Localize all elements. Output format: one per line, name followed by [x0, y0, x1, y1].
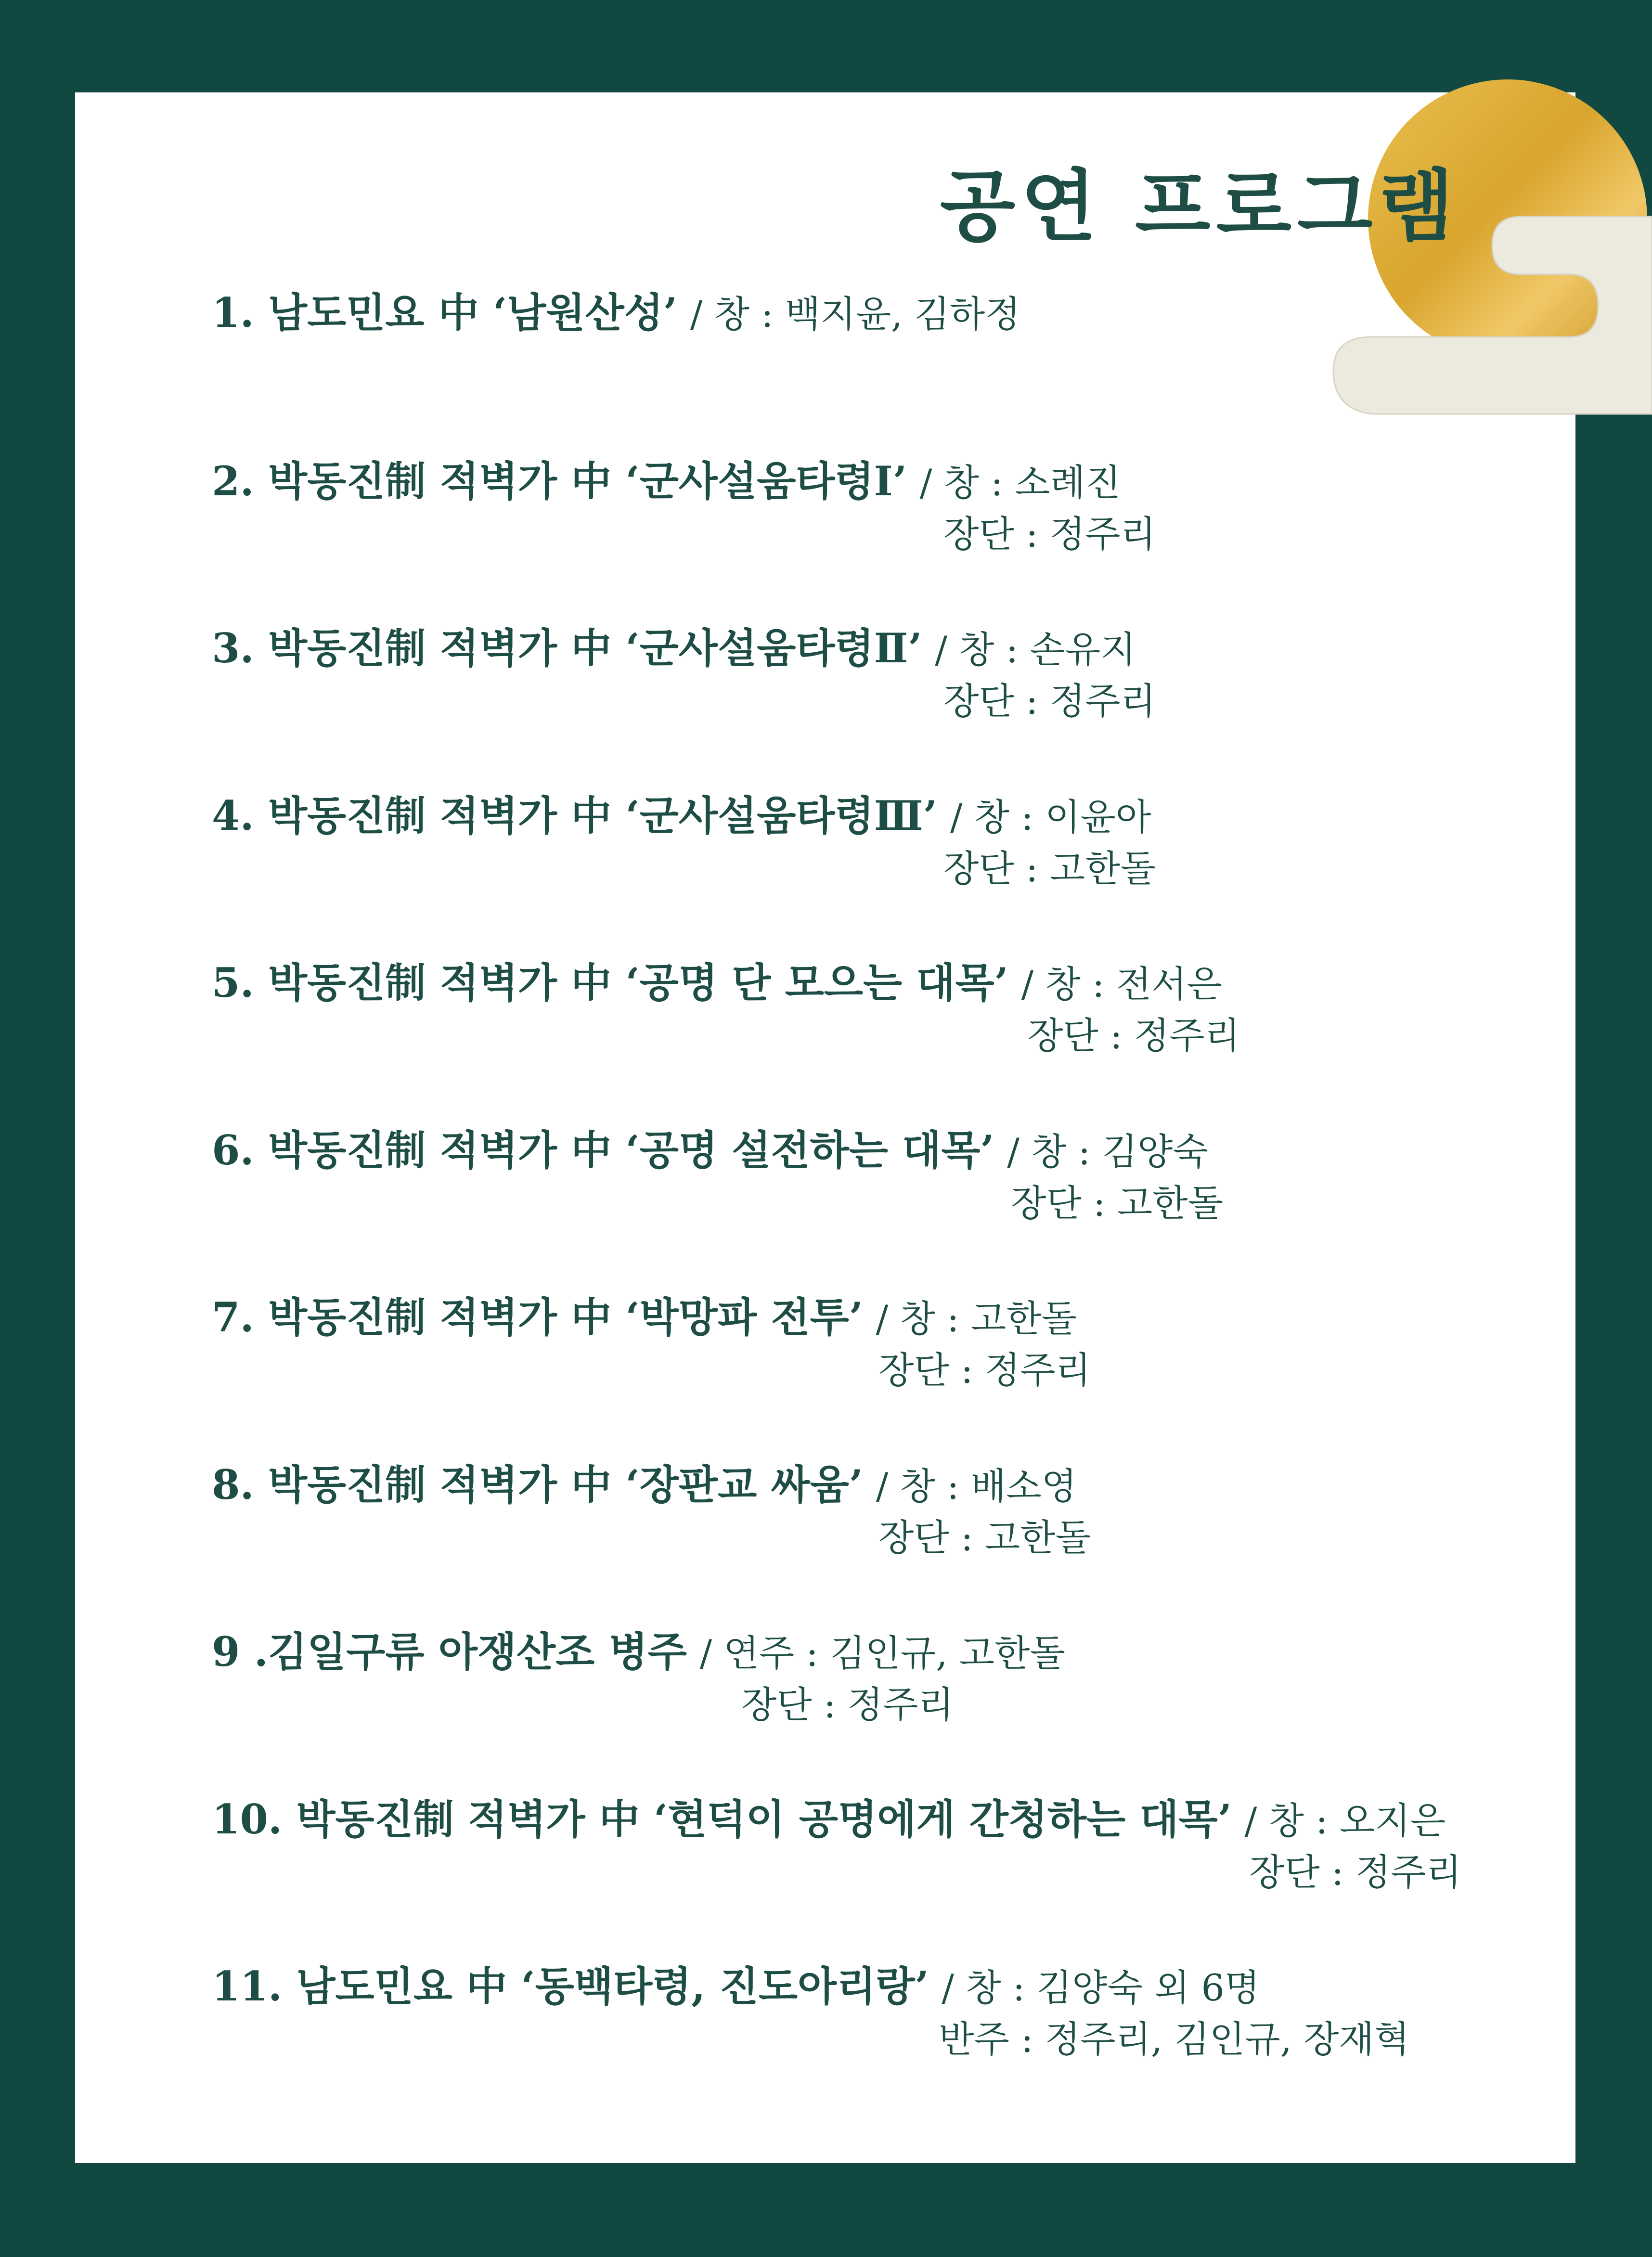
page-title: 공연 프로그램 — [940, 161, 1459, 252]
program-item-10 — [212, 1793, 1462, 1894]
performer-credit: / 창 : 김양숙 — [1007, 1130, 1208, 1173]
piece-title: 10. 박동진制 적벽가 中 ‘현덕이 공명에게 간청하는 대목’ — [212, 1795, 1232, 1843]
program-item-9 — [212, 1625, 1065, 1726]
accompanist-credit: 장단 : 고한돌 — [943, 847, 1156, 890]
accompanist-credit: 반주 : 정주리, 김인규, 장재혁 — [939, 2018, 1410, 2061]
performer-credit: / 창 : 전서은 — [1021, 963, 1222, 1006]
piece-title: 11. 남도민요 中 ‘동백타령, 진도아리랑’ — [212, 1962, 929, 2010]
piece-title: 6. 박동진制 적벽가 中 ‘공명 설전하는 대목’ — [212, 1126, 994, 1174]
performer-credit: / 창 : 오지은 — [1244, 1799, 1446, 1842]
accompanist-credit: 장단 : 정주리 — [1028, 1014, 1240, 1057]
program-item-8 — [212, 1458, 1091, 1559]
accompanist-credit: 장단 : 정주리 — [878, 1349, 1091, 1392]
performer-credit: / 창 : 고한돌 — [876, 1297, 1077, 1340]
accompanist-credit: 장단 : 고한돌 — [878, 1516, 1091, 1559]
piece-title: 8. 박동진制 적벽가 中 ‘장판교 싸움’ — [212, 1461, 863, 1509]
performer-credit: / 창 : 소례진 — [919, 461, 1121, 504]
program-item-7 — [212, 1291, 1091, 1392]
piece-title: 5. 박동진制 적벽가 中 ‘공명 단 모으는 대목’ — [212, 959, 1008, 1006]
accompanist-credit: 장단 : 정주리 — [1249, 1851, 1462, 1894]
piece-title: 1. 남도민요 中 ‘남원산성’ — [212, 289, 678, 336]
performer-credit: / 창 : 이윤아 — [950, 796, 1151, 838]
performer-credit: / 연주 : 김인규, 고한돌 — [699, 1632, 1065, 1675]
performer-credit: / 창 : 배소영 — [876, 1465, 1077, 1508]
performer-credit: / 창 : 백지윤, 김하정 — [690, 293, 1020, 335]
piece-title: 9 .김일구류 아쟁산조 병주 — [212, 1628, 687, 1676]
accompanist-credit: 장단 : 정주리 — [741, 1683, 954, 1726]
program-item-11 — [212, 1960, 1410, 2061]
performer-credit: / 창 : 손유지 — [935, 628, 1136, 671]
program-item-4 — [212, 789, 1156, 890]
accompanist-credit: 장단 : 정주리 — [943, 513, 1156, 555]
accompanist-credit: 장단 : 정주리 — [943, 680, 1156, 722]
accompanist-credit: 장단 : 고한돌 — [1011, 1182, 1224, 1225]
piece-title: 4. 박동진制 적벽가 中 ‘군사설움타령Ⅲ’ — [212, 792, 938, 839]
program-item-6 — [212, 1124, 1224, 1225]
program-item-3 — [212, 622, 1156, 722]
performer-credit: / 창 : 김양숙 외 6명 — [942, 1966, 1260, 2009]
piece-title: 2. 박동진制 적벽가 中 ‘군사설움타령Ⅰ’ — [212, 457, 907, 505]
program-item-5 — [212, 956, 1240, 1057]
piece-title: 3. 박동진制 적벽가 中 ‘군사설움타령Ⅱ’ — [212, 624, 922, 672]
program-item-1 — [212, 286, 1020, 339]
program-item-2 — [212, 455, 1156, 555]
piece-title: 7. 박동진制 적벽가 中 ‘박망파 전투’ — [212, 1293, 863, 1341]
